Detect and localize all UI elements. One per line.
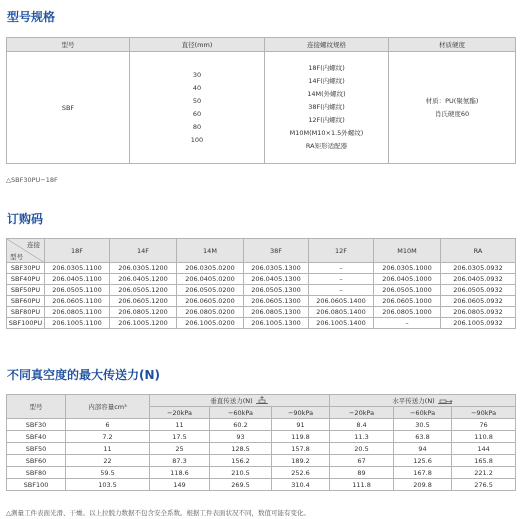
table-cell: –: [309, 274, 374, 285]
table-cell: 206.0605.0200: [177, 296, 244, 307]
order-header-cell: 12F: [309, 239, 374, 263]
table-cell: 87.3: [150, 455, 210, 467]
spec-model: SBF: [7, 52, 130, 164]
table-cell: 11: [150, 419, 210, 431]
table-cell: 206.0805.0200: [177, 307, 244, 318]
table-cell: 94: [394, 443, 452, 455]
table-cell: 206.0505.1300: [244, 285, 309, 296]
table-row: [7, 443, 516, 455]
table-row: [7, 285, 516, 296]
table-cell: 20.5: [330, 443, 394, 455]
table-row: [7, 307, 516, 318]
table-cell: 206.1005.1300: [244, 318, 309, 329]
table-row: [7, 318, 516, 329]
table-cell: 206.0805.1000: [374, 307, 441, 318]
table-cell: 206.0405.0200: [177, 274, 244, 285]
table-cell: 128.5: [210, 443, 272, 455]
table-cell: 206.0405.0932: [441, 274, 516, 285]
spec-header-model: 型号: [7, 38, 130, 52]
force-pressure-cell: −60kPa: [394, 407, 452, 419]
table-cell: 276.5: [452, 479, 516, 491]
table-cell: –: [309, 263, 374, 274]
force-pressure-cell: −90kPa: [272, 407, 330, 419]
corner-label-model: 型号: [10, 253, 23, 261]
table-cell: 206.0505.1200: [110, 285, 177, 296]
table-cell: 206.0405.1300: [244, 274, 309, 285]
table-cell: 156.2: [210, 455, 272, 467]
table-cell: 206.0305.1300: [244, 263, 309, 274]
thread-item: 14F(内螺纹): [308, 77, 345, 85]
row-model-cell: SBF50PU: [7, 285, 45, 296]
order-header-cell: 38F: [244, 239, 309, 263]
row-model-cell: SBF60PU: [7, 296, 45, 307]
table-cell: 93: [210, 431, 272, 443]
thread-item: 12F(内螺纹): [308, 116, 345, 124]
table-cell: 60.2: [210, 419, 272, 431]
force-pressure-cell: −20kPa: [150, 407, 210, 419]
table-cell: 206.0805.1400: [309, 307, 374, 318]
table-cell: 206.0605.0932: [441, 296, 516, 307]
force-header-volume: 内部容量cm³: [66, 395, 150, 419]
table-cell: 67: [330, 455, 394, 467]
material-line: 肖氏硬度60: [434, 109, 470, 118]
table-row: [7, 263, 516, 274]
force-header-vertical: [150, 395, 330, 407]
force-header-model: 型号: [7, 395, 66, 419]
order-header-row: [7, 239, 516, 263]
table-cell: 206.0405.1100: [45, 274, 110, 285]
table-cell: 269.5: [210, 479, 272, 491]
order-header-cell: 14F: [110, 239, 177, 263]
table-cell: 22: [66, 455, 150, 467]
force-note: △测量工件表面光滑、干燥。以上拉脱力数据不包含安全系数。根据工件表面状况不同，数值可能有变化。: [6, 509, 310, 517]
table-cell: 206.1005.0932: [441, 318, 516, 329]
order-header-cell: RA: [441, 239, 516, 263]
row-model-cell: SBF100PU: [7, 318, 45, 329]
table-cell: 206.0605.1000: [374, 296, 441, 307]
table-cell: 125.6: [394, 455, 452, 467]
horizontal-pull-icon: [437, 396, 453, 405]
corner-label-connection: 连接: [27, 241, 40, 249]
force-header-vertical-label: 垂直传送力(N): [210, 396, 253, 405]
table-row: [7, 296, 516, 307]
table-cell: 189.2: [272, 455, 330, 467]
spec-header-diameter: 直径(mm): [130, 38, 265, 52]
force-header-row-1: [7, 395, 516, 407]
table-cell: 17.5: [150, 431, 210, 443]
table-cell: 30.5: [394, 419, 452, 431]
table-cell: 206.0805.1300: [244, 307, 309, 318]
table-cell: 206.1005.1200: [110, 318, 177, 329]
spec-note: △SBF30PU−18F: [6, 176, 58, 184]
table-row: [7, 467, 516, 479]
force-pressure-cell: −20kPa: [330, 407, 394, 419]
table-cell: 206.1005.1100: [45, 318, 110, 329]
table-cell: 76: [452, 419, 516, 431]
row-model-cell: SBF80PU: [7, 307, 45, 318]
table-cell: 206.0505.1100: [45, 285, 110, 296]
table-cell: 8.4: [330, 419, 394, 431]
table-cell: 206.0505.0932: [441, 285, 516, 296]
row-model-cell: SBF30PU: [7, 263, 45, 274]
table-cell: 206.0405.1200: [110, 274, 177, 285]
table-cell: 206.0505.1000: [374, 285, 441, 296]
row-model-cell: SBF50: [7, 443, 66, 455]
table-cell: 91: [272, 419, 330, 431]
diameter-item: 60: [192, 109, 202, 118]
table-cell: 210.5: [210, 467, 272, 479]
order-table: [6, 238, 516, 329]
order-header-cell: 18F: [45, 239, 110, 263]
force-pressure-cell: −60kPa: [210, 407, 272, 419]
diameter-item: 80: [192, 122, 202, 131]
spec-body-row: [7, 52, 516, 164]
diameter-item: 100: [190, 135, 204, 144]
table-cell: 6: [66, 419, 150, 431]
table-cell: 206.0605.1200: [110, 296, 177, 307]
table-cell: 110.8: [452, 431, 516, 443]
table-row: [7, 479, 516, 491]
thread-item: M10M(M10×1.5外螺纹): [289, 129, 364, 137]
spec-header-material: 材质硬度: [389, 38, 516, 52]
table-row: [7, 274, 516, 285]
table-cell: 206.0305.0200: [177, 263, 244, 274]
table-cell: 144: [452, 443, 516, 455]
table-cell: 206.0505.0200: [177, 285, 244, 296]
table-cell: 63.8: [394, 431, 452, 443]
table-cell: 165.8: [452, 455, 516, 467]
table-cell: 119.8: [272, 431, 330, 443]
row-model-cell: SBF80: [7, 467, 66, 479]
row-model-cell: SBF100: [7, 479, 66, 491]
diameter-item: 50: [192, 96, 202, 105]
table-cell: 157.8: [272, 443, 330, 455]
table-cell: 59.5: [66, 467, 150, 479]
row-model-cell: SBF40: [7, 431, 66, 443]
spec-material: [389, 52, 516, 164]
row-model-cell: SBF30: [7, 419, 66, 431]
table-cell: 206.0805.0932: [441, 307, 516, 318]
diameter-item: 30: [192, 70, 202, 79]
thread-item: 38F(内螺纹): [308, 103, 345, 111]
table-cell: 206.0305.1200: [110, 263, 177, 274]
order-header-cell: 14M: [177, 239, 244, 263]
material-line: 材质：PU(聚氨酯): [425, 96, 479, 105]
thread-item: 18F(内螺纹): [308, 64, 345, 72]
table-cell: 11.3: [330, 431, 394, 443]
table-cell: 206.0805.1100: [45, 307, 110, 318]
table-cell: 206.0305.1000: [374, 263, 441, 274]
table-cell: 7.2: [66, 431, 150, 443]
vertical-lift-icon: [255, 396, 269, 405]
force-pressure-cell: −90kPa: [452, 407, 516, 419]
table-cell: 167.8: [394, 467, 452, 479]
table-cell: 206.1005.1400: [309, 318, 374, 329]
table-cell: 118.6: [150, 467, 210, 479]
table-cell: 89: [330, 467, 394, 479]
order-corner-cell: [7, 239, 45, 263]
force-table: [6, 394, 516, 491]
row-model-cell: SBF60: [7, 455, 66, 467]
order-table-body: [7, 263, 516, 329]
force-header-horizontal: [330, 395, 516, 407]
spec-header-row: [7, 38, 516, 52]
order-header-cell: M10M: [374, 239, 441, 263]
force-section-title: 不同真空度的最大传送力(N): [7, 368, 161, 382]
table-cell: –: [309, 285, 374, 296]
table-cell: 206.0805.1200: [110, 307, 177, 318]
table-row: [7, 419, 516, 431]
table-cell: 206.0605.1300: [244, 296, 309, 307]
spec-diameter-list: [130, 52, 265, 164]
table-cell: 103.5: [66, 479, 150, 491]
spec-header-thread: 连接螺纹规格: [265, 38, 389, 52]
table-cell: 11: [66, 443, 150, 455]
table-cell: 206.1005.0200: [177, 318, 244, 329]
spec-section-title: 型号规格: [7, 10, 56, 24]
table-row: [7, 455, 516, 467]
thread-item: 14M(外螺纹): [307, 90, 346, 98]
thread-item: RA矩形适配器: [305, 142, 348, 150]
table-cell: 149: [150, 479, 210, 491]
table-cell: –: [374, 318, 441, 329]
table-cell: 206.0305.0932: [441, 263, 516, 274]
table-cell: 310.4: [272, 479, 330, 491]
table-cell: 221.2: [452, 467, 516, 479]
force-header-horizontal-label: 水平传送力(N): [392, 396, 435, 405]
table-cell: 206.0405.1000: [374, 274, 441, 285]
table-cell: 209.8: [394, 479, 452, 491]
table-cell: 206.0305.1100: [45, 263, 110, 274]
table-cell: 25: [150, 443, 210, 455]
spec-table: [6, 37, 516, 164]
row-model-cell: SBF40PU: [7, 274, 45, 285]
force-table-body: [7, 419, 516, 491]
order-section-title: 订购码: [7, 212, 44, 226]
table-row: [7, 431, 516, 443]
table-cell: 252.6: [272, 467, 330, 479]
diameter-item: 40: [192, 83, 202, 92]
table-cell: 206.0605.1400: [309, 296, 374, 307]
spec-thread-list: [265, 52, 389, 164]
table-cell: 206.0605.1100: [45, 296, 110, 307]
table-cell: 111.8: [330, 479, 394, 491]
